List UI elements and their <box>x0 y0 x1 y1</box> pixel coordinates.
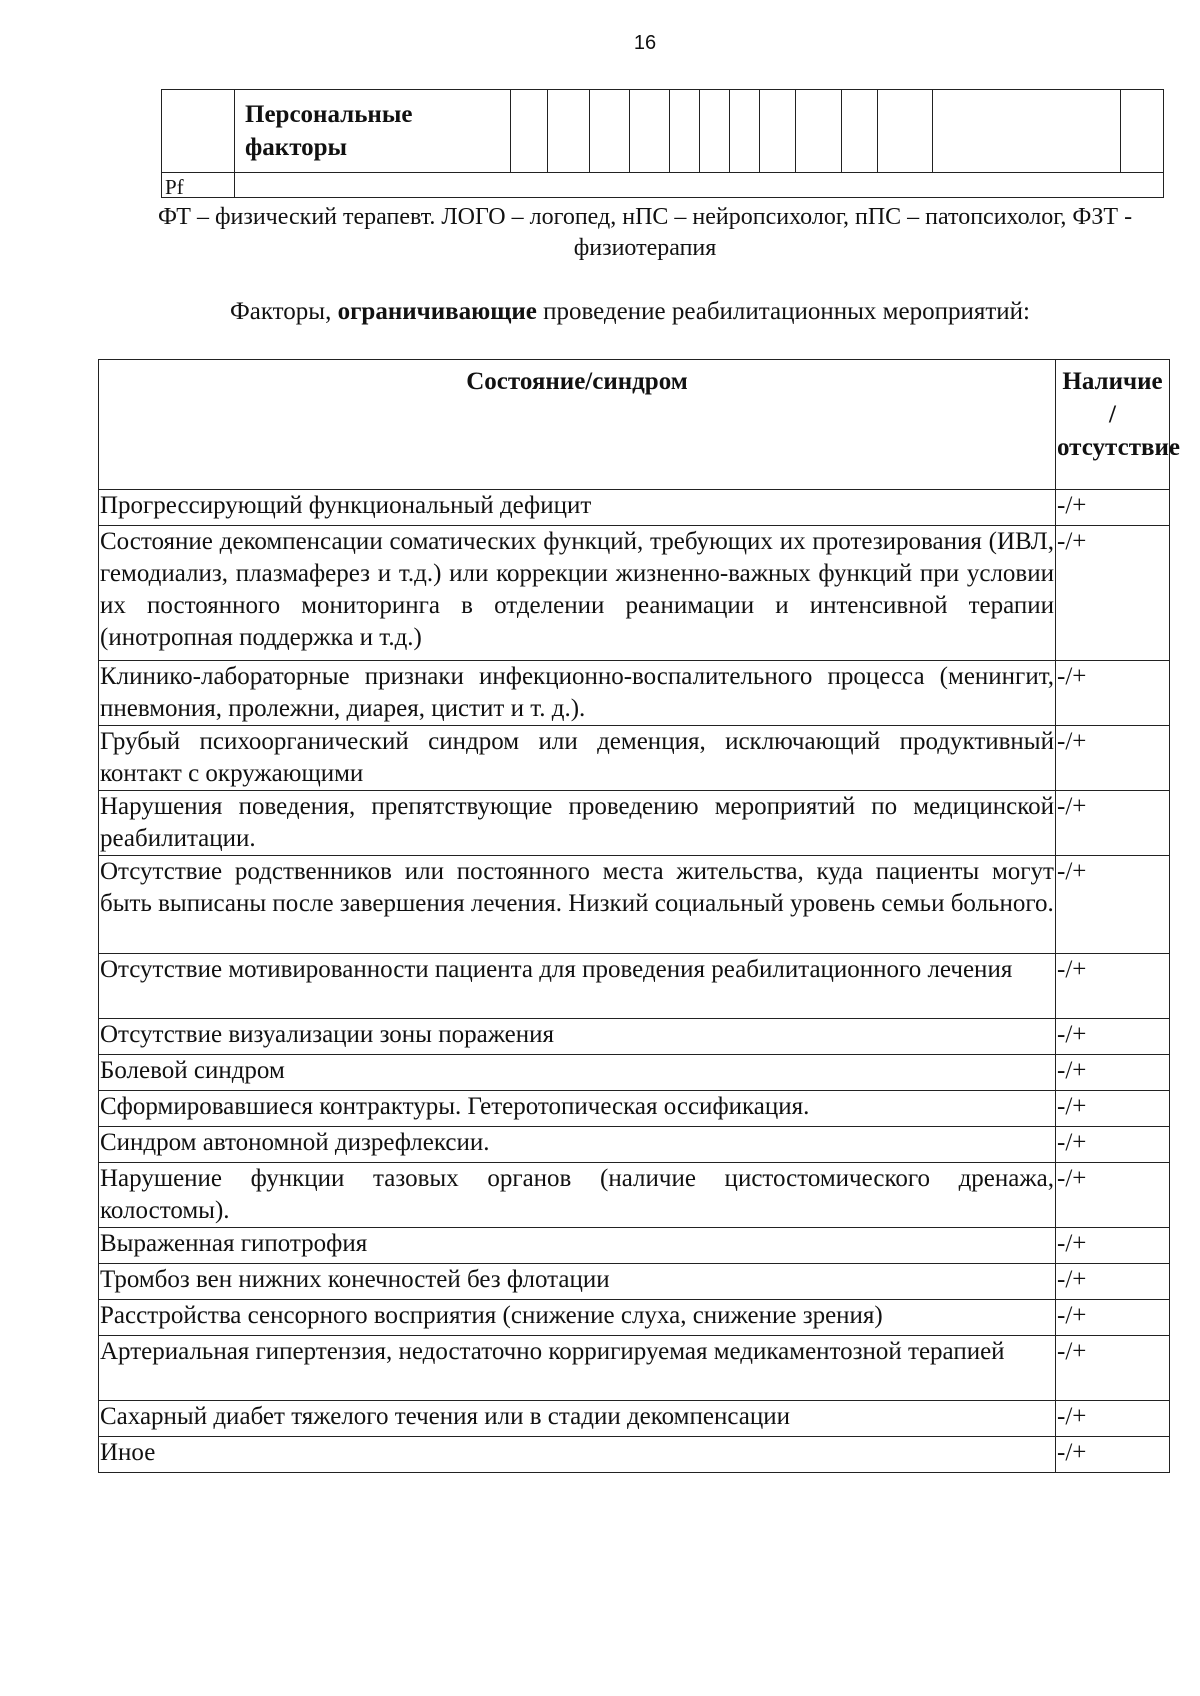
condition-cell: Нарушения поведения, препятствующие проведению мероприятий по медицинской реабилитации. <box>99 791 1056 856</box>
presence-value-cell: -/+ <box>1056 526 1170 661</box>
abbreviation-legend: ФТ – физический терапевт. ЛОГО – логопед, нПС – нейропсихолог, пПС – патопсихолог, ФЗТ - физиотерапия <box>157 204 1133 261</box>
empty-cell <box>590 90 630 173</box>
table-row <box>99 661 1170 726</box>
empty-cell <box>796 90 842 173</box>
header-condition: Состояние/синдром <box>99 360 1056 490</box>
personal-factors-label: Персональные факторы <box>235 90 511 173</box>
empty-cell <box>878 90 933 173</box>
empty-cell <box>730 90 760 173</box>
empty-cell <box>162 90 235 173</box>
table-row <box>99 526 1170 661</box>
pf-label: Pf <box>162 173 235 198</box>
presence-value-cell: -/+ <box>1056 1300 1170 1336</box>
table-row <box>99 791 1170 856</box>
presence-value-cell: -/+ <box>1056 661 1170 726</box>
empty-cell <box>842 90 878 173</box>
table-row <box>99 1300 1170 1336</box>
condition-cell: Выраженная гипотрофия <box>99 1228 1056 1264</box>
table-row <box>99 1228 1170 1264</box>
condition-cell: Сахарный диабет тяжелого течения или в стадии декомпенсации <box>99 1401 1056 1437</box>
condition-cell: Болевой синдром <box>99 1055 1056 1091</box>
empty-cell <box>1121 90 1164 173</box>
intro-text-before: Факторы, <box>230 298 338 325</box>
empty-cell <box>548 90 590 173</box>
condition-cell: Грубый психоорганический синдром или деменция, исключающий продуктивный контакт с окружающими <box>99 726 1056 791</box>
condition-cell: Клинико-лабораторные признаки инфекционно-воспалительного процесса (менингит, пневмония, пролежни, диарея, цистит и т. д.). <box>99 661 1056 726</box>
condition-cell: Отсутствие визуализации зоны поражения <box>99 1019 1056 1055</box>
presence-value-cell: -/+ <box>1056 1019 1170 1055</box>
intro-text-bold: ограничивающие <box>337 298 537 325</box>
presence-value-cell: -/+ <box>1056 1055 1170 1091</box>
empty-cell <box>760 90 796 173</box>
table-row <box>99 1264 1170 1300</box>
condition-cell: Отсутствие мотивированности пациента для проведения реабилитационного лечения <box>99 954 1056 1019</box>
limiting-factors-table <box>98 359 1180 1473</box>
presence-value-cell: -/+ <box>1056 856 1170 954</box>
table-row <box>99 726 1170 791</box>
table-row <box>99 1091 1170 1127</box>
condition-cell: Расстройства сенсорного восприятия (снижение слуха, снижение зрения) <box>99 1300 1056 1336</box>
presence-value-cell: -/+ <box>1056 1264 1170 1300</box>
section-intro <box>100 296 1160 328</box>
table-row <box>99 1437 1170 1473</box>
empty-cell <box>670 90 700 173</box>
table-row <box>99 1336 1170 1401</box>
table-row <box>99 856 1170 954</box>
presence-value-cell: -/+ <box>1056 490 1170 526</box>
table-row <box>99 1401 1170 1437</box>
table-row <box>99 1127 1170 1163</box>
presence-value-cell: -/+ <box>1056 1127 1170 1163</box>
condition-cell: Артериальная гипертензия, недостаточно корригируемая медикаментозной терапией <box>99 1336 1056 1401</box>
table-row <box>99 490 1170 526</box>
presence-value-cell: -/+ <box>1056 1163 1170 1228</box>
condition-cell: Нарушение функции тазовых органов (наличие цистостомического дренажа, колостомы). <box>99 1163 1056 1228</box>
page-number: 16 <box>633 32 657 54</box>
table-row <box>99 1019 1170 1055</box>
presence-value-cell: -/+ <box>1056 1401 1170 1437</box>
presence-value-cell: -/+ <box>1056 1228 1170 1264</box>
presence-value-cell: -/+ <box>1056 1091 1170 1127</box>
empty-cell <box>700 90 730 173</box>
table-row <box>99 1163 1170 1228</box>
intro-text-after: проведение реабилитационных мероприятий: <box>536 298 1030 325</box>
empty-cell <box>933 90 1121 173</box>
condition-cell: Прогрессирующий функциональный дефицит <box>99 490 1056 526</box>
presence-value-cell: -/+ <box>1056 791 1170 856</box>
presence-value-cell: -/+ <box>1056 1437 1170 1473</box>
table-row <box>99 954 1170 1019</box>
table-row <box>99 1055 1170 1091</box>
condition-cell: Состояние декомпенсации соматических функций, требующих их протезирования (ИВЛ, гемодиализ, плазмаферез и т.д.) или коррекции жизненно-важных функций при условии их постоянного мониторинга в отделении реанимации и интенсивной терапии (инотропная поддержка и т.д.) <box>99 526 1056 661</box>
condition-cell: Тромбоз вен нижних конечностей без флотации <box>99 1264 1056 1300</box>
table-header-row <box>99 360 1170 490</box>
personal-factors-table <box>161 89 1164 198</box>
condition-cell: Отсутствие родственников или постоянного места жительства, куда пациенты могут быть выписаны после завершения лечения. Низкий социальный уровень семьи больного. <box>99 856 1056 954</box>
empty-cell <box>511 90 548 173</box>
empty-cell <box>630 90 670 173</box>
presence-value-cell: -/+ <box>1056 954 1170 1019</box>
header-presence: Наличие / отсутствие <box>1056 360 1170 490</box>
condition-cell: Иное <box>99 1437 1056 1473</box>
presence-value-cell: -/+ <box>1056 726 1170 791</box>
presence-value-cell: -/+ <box>1056 1336 1170 1401</box>
empty-cell <box>235 173 1164 198</box>
condition-cell: Синдром автономной дизрефлексии. <box>99 1127 1056 1163</box>
condition-cell: Сформировавшиеся контрактуры. Гетеротопическая оссификация. <box>99 1091 1056 1127</box>
